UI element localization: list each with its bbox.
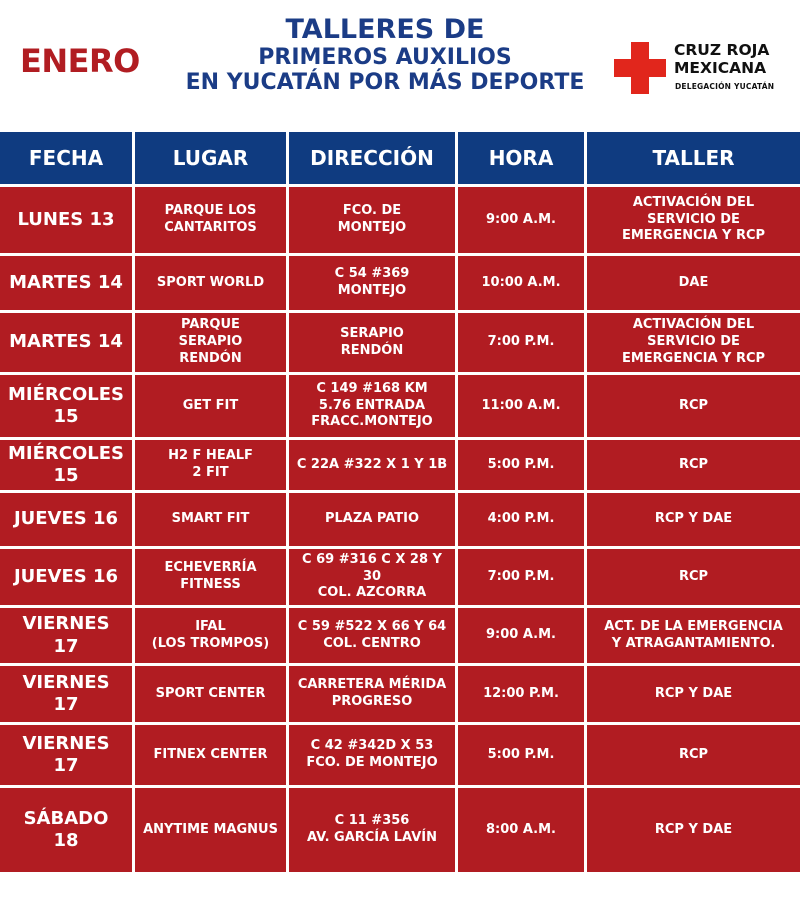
cell-hora: 11:00 A.M. xyxy=(458,375,587,437)
cell-taller: RCP Y DAE xyxy=(654,821,733,837)
month-label: ENERO xyxy=(20,42,140,80)
cell-hora: 4:00 P.M. xyxy=(458,493,587,546)
cell-direccion: C 59 #522 X 66 Y 64 COL. CENTRO xyxy=(289,608,458,663)
table-header xyxy=(0,132,800,184)
cell-taller: ACTIVACIÓN DEL SERVICIO DE EMERGENCIA Y RCP xyxy=(621,194,766,244)
cell-fecha: MIÉRCOLES 15 xyxy=(0,375,135,437)
cell-lugar: ANYTIME MAGNUS xyxy=(135,788,289,872)
cell-taller: RCP xyxy=(678,456,709,472)
cell-direccion: CARRETERA MÉRIDA PROGRESO xyxy=(289,666,458,722)
cell-taller: RCP Y DAE xyxy=(654,685,733,701)
cell-direccion: SERAPIO RENDÓN xyxy=(289,313,458,372)
cell-direccion: C 22A #322 X 1 Y 1B xyxy=(289,440,458,490)
cell-hora: 10:00 A.M. xyxy=(458,256,587,310)
cell-taller: RCP xyxy=(678,568,709,584)
table-row xyxy=(0,310,800,372)
table-body xyxy=(0,184,800,872)
cell-fecha: SÁBADO 18 xyxy=(0,788,135,872)
cell-lugar: SMART FIT xyxy=(135,493,289,546)
title-line-3: EN YUCATÁN POR MÁS DEPORTE xyxy=(185,70,585,96)
page-title xyxy=(150,14,620,96)
cell-direccion: C 54 #369 MONTEJO xyxy=(289,256,458,310)
cell-lugar: SPORT WORLD xyxy=(135,256,289,310)
header-lugar: LUGAR xyxy=(135,132,289,184)
cell-lugar: FITNEX CENTER xyxy=(135,725,289,785)
cell-direccion: FCO. DE MONTEJO xyxy=(289,187,458,253)
cell-lugar: ECHEVERRÍA FITNESS xyxy=(135,549,289,605)
title-line-2: PRIMEROS AUXILIOS xyxy=(258,45,512,71)
cell-fecha: LUNES 13 xyxy=(0,187,135,253)
cell-taller: ACT. DE LA EMERGENCIA Y ATRAGANTAMIENTO. xyxy=(604,618,783,651)
cell-lugar: H2 F HEALF 2 FIT xyxy=(135,440,289,490)
cell-lugar: GET FIT xyxy=(135,375,289,437)
header-hora: HORA xyxy=(458,132,587,184)
table-row xyxy=(0,184,800,253)
red-cross-icon xyxy=(614,42,666,94)
cell-taller: RCP xyxy=(678,746,709,762)
cell-taller: RCP xyxy=(678,397,709,413)
table-row xyxy=(0,546,800,605)
header-direccion: DIRECCIÓN xyxy=(289,132,458,184)
cell-lugar: SPORT CENTER xyxy=(135,666,289,722)
cell-lugar: PARQUE LOS CANTARITOS xyxy=(135,187,289,253)
cell-lugar: PARQUE SERAPIO RENDÓN xyxy=(135,313,289,372)
cell-direccion: C 11 #356 AV. GARCÍA LAVÍN xyxy=(289,788,458,872)
table-row xyxy=(0,490,800,546)
cell-hora: 9:00 A.M. xyxy=(458,187,587,253)
cell-fecha: MARTES 14 xyxy=(0,256,135,310)
cell-taller: DAE xyxy=(678,274,709,290)
cell-fecha: MIÉRCOLES 15 xyxy=(0,440,135,490)
table-row xyxy=(0,253,800,310)
cell-hora: 9:00 A.M. xyxy=(458,608,587,663)
header xyxy=(0,0,800,132)
cell-direccion: C 149 #168 KM 5.76 ENTRADA FRACC.MONTEJO xyxy=(289,375,458,437)
cell-lugar: IFAL (LOS TROMPOS) xyxy=(135,608,289,663)
cell-fecha: VIERNES 17 xyxy=(0,725,135,785)
table-row xyxy=(0,605,800,663)
table-row xyxy=(0,785,800,872)
cell-hora: 7:00 P.M. xyxy=(458,313,587,372)
cell-direccion: C 69 #316 C X 28 Y 30 COL. AZCORRA xyxy=(289,549,458,605)
logo-text-line-2: MEXICANA xyxy=(674,59,767,77)
table-row xyxy=(0,722,800,785)
header-fecha: FECHA xyxy=(0,132,135,184)
cell-taller: RCP Y DAE xyxy=(654,511,733,527)
cell-taller: ACTIVACIÓN DEL SERVICIO DE EMERGENCIA Y RCP xyxy=(621,317,766,366)
cell-fecha: VIERNES 17 xyxy=(0,608,135,663)
header-taller: TALLER xyxy=(652,146,735,170)
table-row xyxy=(0,372,800,437)
table-row xyxy=(0,663,800,722)
cell-hora: 7:00 P.M. xyxy=(458,549,587,605)
cell-hora: 5:00 P.M. xyxy=(458,440,587,490)
cell-hora: 8:00 A.M. xyxy=(458,788,587,872)
title-line-1: TALLERES DE xyxy=(285,14,485,45)
logo-text-line-3: DELEGACIÓN YUCATÁN xyxy=(675,82,775,91)
cell-fecha: VIERNES 17 xyxy=(0,666,135,722)
cell-direccion: C 42 #342D X 53 FCO. DE MONTEJO xyxy=(289,725,458,785)
schedule-table xyxy=(0,132,800,872)
table-row xyxy=(0,437,800,490)
cell-fecha: JUEVES 16 xyxy=(0,493,135,546)
cell-direccion: PLAZA PATIO xyxy=(289,493,458,546)
cell-fecha: MARTES 14 xyxy=(0,313,135,372)
cell-hora: 12:00 P.M. xyxy=(458,666,587,722)
cell-hora: 5:00 P.M. xyxy=(458,725,587,785)
cruz-roja-logo xyxy=(614,42,800,102)
logo-text-line-1: CRUZ ROJA xyxy=(674,41,770,59)
cell-fecha: JUEVES 16 xyxy=(0,549,135,605)
